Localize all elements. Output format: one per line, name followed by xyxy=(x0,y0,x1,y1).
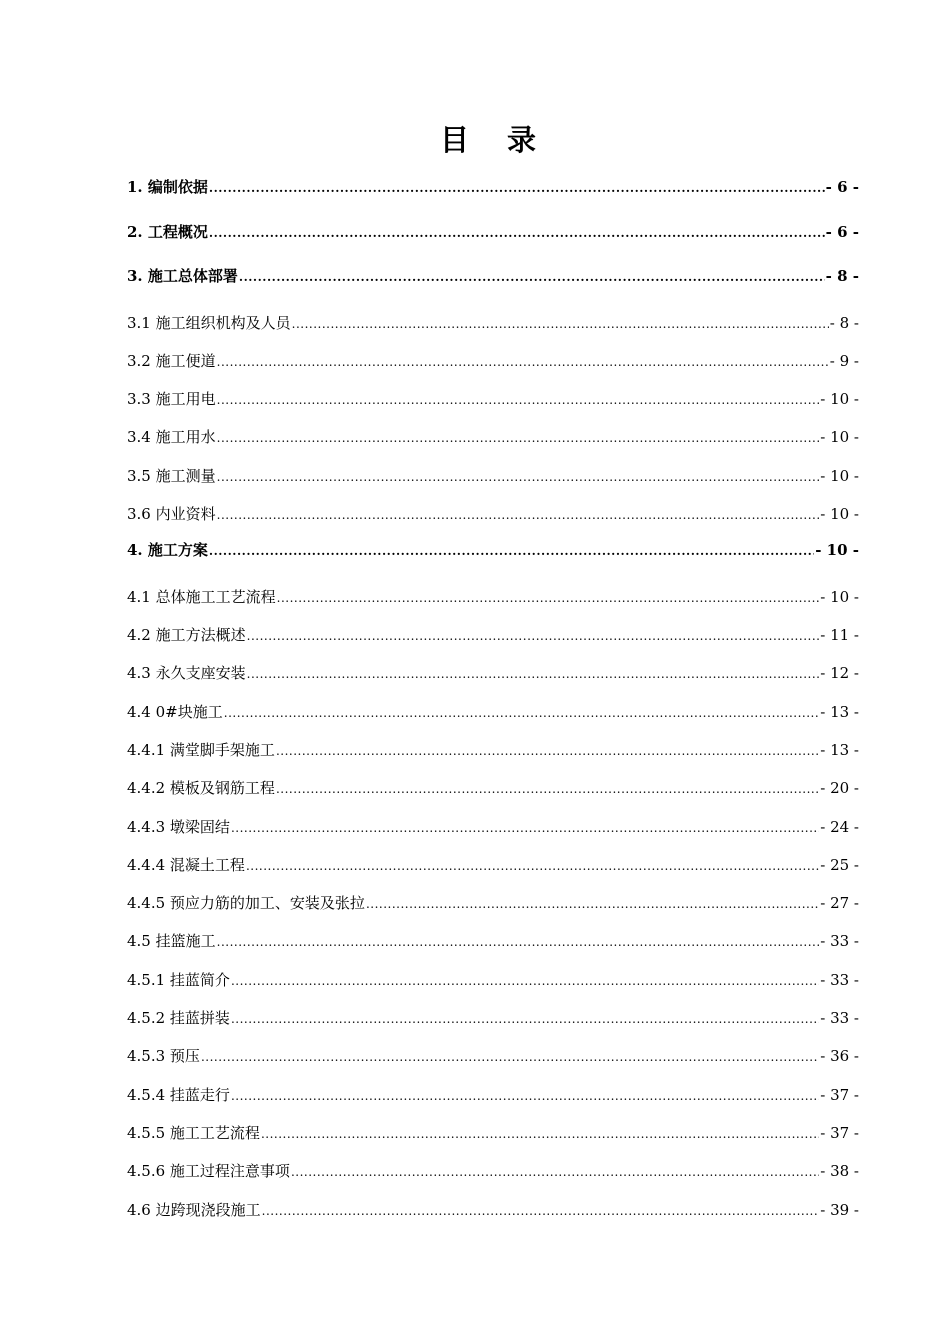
dot-leader xyxy=(276,732,819,770)
toc-entry[interactable] xyxy=(127,170,859,215)
toc-entry-page-number: - 10 - xyxy=(820,466,859,485)
toc-entry-label: 4.5.3 预压 xyxy=(127,1047,200,1066)
toc-entry-label: 4.5.4 挂蓝走行 xyxy=(127,1085,230,1104)
toc-entry[interactable] xyxy=(127,533,859,578)
toc-entry[interactable] xyxy=(127,1152,859,1190)
toc-entry-page-number: - 20 - xyxy=(820,779,859,798)
toc-entry[interactable] xyxy=(127,961,859,999)
dot-leader xyxy=(291,1153,819,1191)
toc-entry-page-number: - 10 - xyxy=(820,587,859,606)
toc-entry-page-number: - 37 - xyxy=(820,1085,859,1104)
toc-entry-page-number: - 39 - xyxy=(820,1200,859,1219)
toc-entry[interactable] xyxy=(127,457,859,495)
toc-entry-label: 4.4.4 混凝土工程 xyxy=(127,855,245,874)
toc-entry-page-number: - 10 - xyxy=(820,428,859,447)
toc-entry-page-number: - 10 - xyxy=(815,541,859,560)
toc-entry-label: 3. 施工总体部署 xyxy=(127,267,238,285)
toc-entry[interactable] xyxy=(127,999,859,1037)
dot-leader xyxy=(209,216,825,250)
toc-entry[interactable] xyxy=(127,884,859,922)
toc-entry-page-number: - 8 - xyxy=(829,313,859,332)
toc-entry-label: 4.5.6 施工过程注意事项 xyxy=(127,1162,290,1181)
toc-entry[interactable] xyxy=(127,578,859,616)
toc-entry-label: 4.4.1 满堂脚手架施工 xyxy=(127,740,275,759)
toc-entry-label: 4.4.5 预应力筋的加工、安装及张拉 xyxy=(127,894,365,913)
toc-entry-page-number: - 6 - xyxy=(825,178,859,196)
toc-entry-label: 2. 工程概况 xyxy=(127,222,208,241)
toc-entry-page-number: - 9 - xyxy=(829,351,859,370)
dot-leader xyxy=(231,1000,819,1038)
toc-entry-label: 4.6 边跨现浇段施工 xyxy=(127,1200,261,1219)
toc-entry[interactable] xyxy=(127,731,859,769)
dot-leader xyxy=(239,260,825,294)
dot-leader xyxy=(224,694,819,732)
toc-entry-label: 4.5.5 施工工艺流程 xyxy=(127,1123,260,1142)
toc-entry-label: 4.3 永久支座安装 xyxy=(127,664,246,683)
toc-entry[interactable] xyxy=(127,769,859,807)
toc-entry[interactable] xyxy=(127,380,859,418)
dot-leader xyxy=(231,962,819,1000)
table-of-contents xyxy=(127,170,859,1229)
dot-leader xyxy=(247,617,820,655)
toc-entry[interactable] xyxy=(127,616,859,654)
toc-entry[interactable] xyxy=(127,693,859,731)
toc-entry-label: 4.4.2 模板及钢筋工程 xyxy=(127,779,275,798)
toc-entry-label: 4.2 施工方法概述 xyxy=(127,626,246,645)
toc-entry-page-number: - 25 - xyxy=(820,855,859,874)
toc-entry[interactable] xyxy=(127,342,859,380)
dot-leader xyxy=(217,343,829,381)
dot-leader xyxy=(246,847,819,885)
toc-entry[interactable] xyxy=(127,846,859,884)
dot-leader xyxy=(261,1115,819,1153)
toc-entry-page-number: - 27 - xyxy=(820,894,859,913)
dot-leader xyxy=(217,419,820,457)
toc-entry-page-number: - 13 - xyxy=(820,740,859,759)
toc-entry-page-number: - 24 - xyxy=(820,817,859,836)
dot-leader xyxy=(217,458,820,496)
dot-leader xyxy=(217,381,820,419)
toc-entry-page-number: - 10 - xyxy=(820,504,859,523)
toc-entry-label: 4.4.3 墩梁固结 xyxy=(127,817,230,836)
toc-entry[interactable] xyxy=(127,495,859,533)
toc-entry-page-number: - 36 - xyxy=(820,1047,859,1066)
toc-entry-label: 3.1 施工组织机构及人员 xyxy=(127,313,291,332)
toc-entry-label: 3.4 施工用水 xyxy=(127,428,216,447)
toc-entry-page-number: - 10 - xyxy=(820,390,859,409)
dot-leader xyxy=(209,534,814,568)
dot-leader xyxy=(201,1038,819,1076)
toc-entry[interactable] xyxy=(127,1076,859,1114)
dot-leader xyxy=(231,809,819,847)
toc-entry-label: 3.3 施工用电 xyxy=(127,390,216,409)
toc-entry-label: 3.6 内业资料 xyxy=(127,504,216,523)
toc-entry-page-number: - 33 - xyxy=(820,1009,859,1028)
toc-entry[interactable] xyxy=(127,1114,859,1152)
toc-entry-label: 4. 施工方案 xyxy=(127,541,208,560)
toc-entry-label: 4.5.2 挂蓝拼装 xyxy=(127,1009,230,1028)
toc-entry-page-number: - 12 - xyxy=(820,664,859,683)
toc-entry-page-number: - 6 - xyxy=(825,222,859,241)
toc-entry-label: 4.5 挂篮施工 xyxy=(127,932,216,951)
toc-entry[interactable] xyxy=(127,215,859,260)
dot-leader xyxy=(277,579,820,617)
toc-entry-page-number: - 11 - xyxy=(820,626,859,645)
toc-entry-label: 3.2 施工便道 xyxy=(127,351,216,370)
dot-leader xyxy=(247,655,820,693)
toc-entry[interactable] xyxy=(127,922,859,960)
toc-entry-label: 4.1 总体施工工艺流程 xyxy=(127,587,276,606)
toc-entry-label: 4.4 0#块施工 xyxy=(127,702,223,721)
dot-leader xyxy=(217,923,820,961)
toc-entry[interactable] xyxy=(127,418,859,456)
toc-entry-page-number: - 8 - xyxy=(825,267,859,285)
dot-leader xyxy=(276,770,819,808)
dot-leader xyxy=(209,171,825,205)
toc-entry[interactable] xyxy=(127,304,859,342)
toc-entry[interactable] xyxy=(127,654,859,692)
toc-entry-page-number: - 33 - xyxy=(820,970,859,989)
dot-leader xyxy=(292,305,829,343)
toc-entry-label: 1. 编制依据 xyxy=(127,178,208,196)
toc-entry-page-number: - 13 - xyxy=(820,702,859,721)
toc-entry-label: 3.5 施工测量 xyxy=(127,466,216,485)
toc-entry-page-number: - 37 - xyxy=(820,1123,859,1142)
toc-entry-page-number: - 38 - xyxy=(820,1162,859,1181)
page-title: 目 录 xyxy=(439,123,551,157)
toc-entry[interactable] xyxy=(127,808,859,846)
dot-leader xyxy=(231,1077,819,1115)
toc-entry[interactable] xyxy=(127,1037,859,1075)
toc-entry-label: 4.5.1 挂蓝简介 xyxy=(127,970,230,989)
toc-entry[interactable] xyxy=(127,259,859,304)
dot-leader xyxy=(262,1192,820,1230)
toc-entry-page-number: - 33 - xyxy=(820,932,859,951)
dot-leader xyxy=(366,885,819,923)
dot-leader xyxy=(217,496,820,534)
toc-entry[interactable] xyxy=(127,1191,859,1229)
